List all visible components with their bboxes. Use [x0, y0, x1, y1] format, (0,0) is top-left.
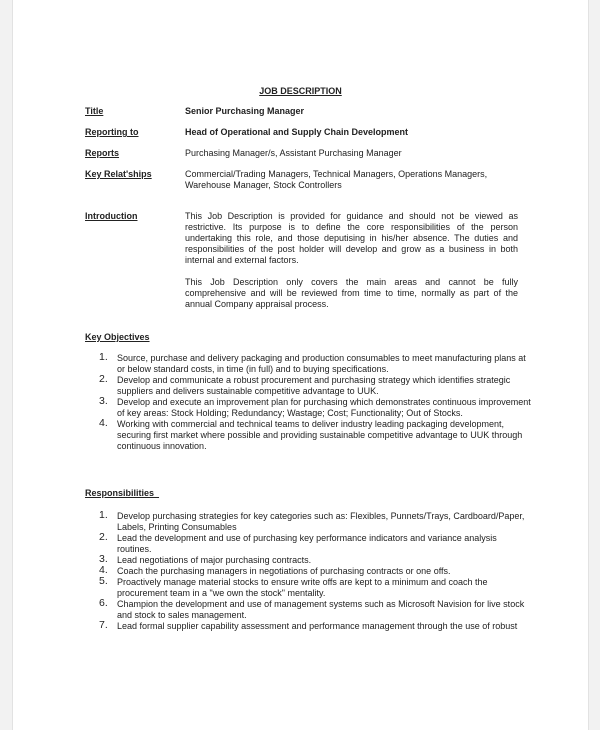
responsibilities-heading: Responsibilities — [85, 488, 160, 498]
list-item — [91, 353, 531, 375]
document-title: JOB DESCRIPTION — [259, 86, 342, 96]
list-item — [91, 533, 531, 555]
document-page — [12, 0, 589, 730]
list-item — [91, 375, 531, 397]
list-item — [91, 511, 531, 533]
list-item — [91, 566, 531, 577]
key-objectives-list — [91, 353, 531, 452]
list-item-text: Working with commercial and technical teams to deliver industry leading packaging development, securing first market where possible and providing sustainable competitive advantage to UUK through continuous innovation. — [117, 419, 523, 451]
responsibilities-list — [91, 511, 531, 632]
list-item-number: 7. — [99, 619, 108, 631]
list-item-number: 1. — [99, 351, 108, 363]
field-value-reporting-to: Head of Operational and Supply Chain Development — [185, 127, 409, 137]
list-item-number: 5. — [99, 575, 108, 587]
list-item — [91, 599, 531, 621]
field-value-key-relationships-line1: Commercial/Trading Managers, Technical Managers, Operations Managers, — [185, 169, 488, 179]
list-item — [91, 555, 531, 566]
list-item — [91, 419, 531, 452]
list-item-number: 3. — [99, 395, 108, 407]
list-item-number: 2. — [99, 531, 108, 543]
list-item-number: 1. — [99, 509, 108, 521]
field-label-title: Title — [85, 106, 104, 116]
list-item-number: 3. — [99, 553, 108, 565]
list-item-text: Proactively manage material stocks to ensure write offs are kept to a minimum and coach the procurement team in a "we own the stock" mentality. — [117, 577, 488, 598]
list-item — [91, 397, 531, 419]
list-item — [91, 577, 531, 599]
list-item-text: Develop and communicate a robust procurement and purchasing strategy which identifies strategic suppliers and delivers sustainable competitive advantage to UUK. — [117, 375, 511, 396]
list-item-text: Source, purchase and delivery packaging and production consumables to meet manufacturing plans at or below standard costs, in time (in full) and to buying specifications. — [117, 353, 526, 374]
list-item-text: Lead formal supplier capability assessment and performance management through the use of robust — [117, 621, 518, 631]
introduction-paragraph-2: This Job Description only covers the main areas and cannot be fully comprehensive and will be reviewed from time to time, normally as part of the annual Company appraisal process. — [185, 277, 518, 309]
list-item-text: Develop purchasing strategies for key categories such as: Flexibles, Punnets/Trays, Cardboard/Paper, Labels, Printing Consumables — [117, 511, 525, 532]
field-label-key-relationships: Key Relat'ships — [85, 169, 152, 179]
list-item-text: Champion the development and use of management systems such as Microsoft Navision for live stock and stock to sales management. — [117, 599, 525, 620]
key-objectives-heading: Key Objectives — [85, 332, 150, 342]
introduction-label: Introduction — [85, 211, 138, 221]
list-item — [91, 621, 531, 632]
list-item-text: Coach the purchasing managers in negotiations of purchasing contracts or one offs. — [117, 566, 451, 576]
list-item-number: 2. — [99, 373, 108, 385]
field-value-reports: Purchasing Manager/s, Assistant Purchasing Manager — [185, 148, 402, 158]
field-value-key-relationships-line2: Warehouse Manager, Stock Controllers — [185, 180, 342, 190]
list-item-number: 4. — [99, 564, 108, 576]
list-item-number: 4. — [99, 417, 108, 429]
field-label-reports: Reports — [85, 148, 120, 158]
list-item-text: Lead negotiations of major purchasing contracts. — [117, 555, 312, 565]
list-item-text: Lead the development and use of purchasing key performance indicators and variance analysis routines. — [117, 533, 497, 554]
introduction-paragraph-1: This Job Description is provided for guidance and should not be viewed as restrictive. Its purpose is to define the core responsibilities of the person undertaking this role, and those deputising in his/her absence. The duties and responsibilities of the post holder will develop and grow as a business in both internal and external factors. — [185, 211, 518, 265]
field-value-title: Senior Purchasing Manager — [185, 106, 305, 116]
list-item-number: 6. — [99, 597, 108, 609]
list-item-text: Develop and execute an improvement plan for purchasing which demonstrates continuous improvement of key areas: Stock Holding; Redundancy; Wastage; Cost; Functionality; Out of Stocks. — [117, 397, 531, 418]
field-label-reporting-to: Reporting to — [85, 127, 139, 137]
